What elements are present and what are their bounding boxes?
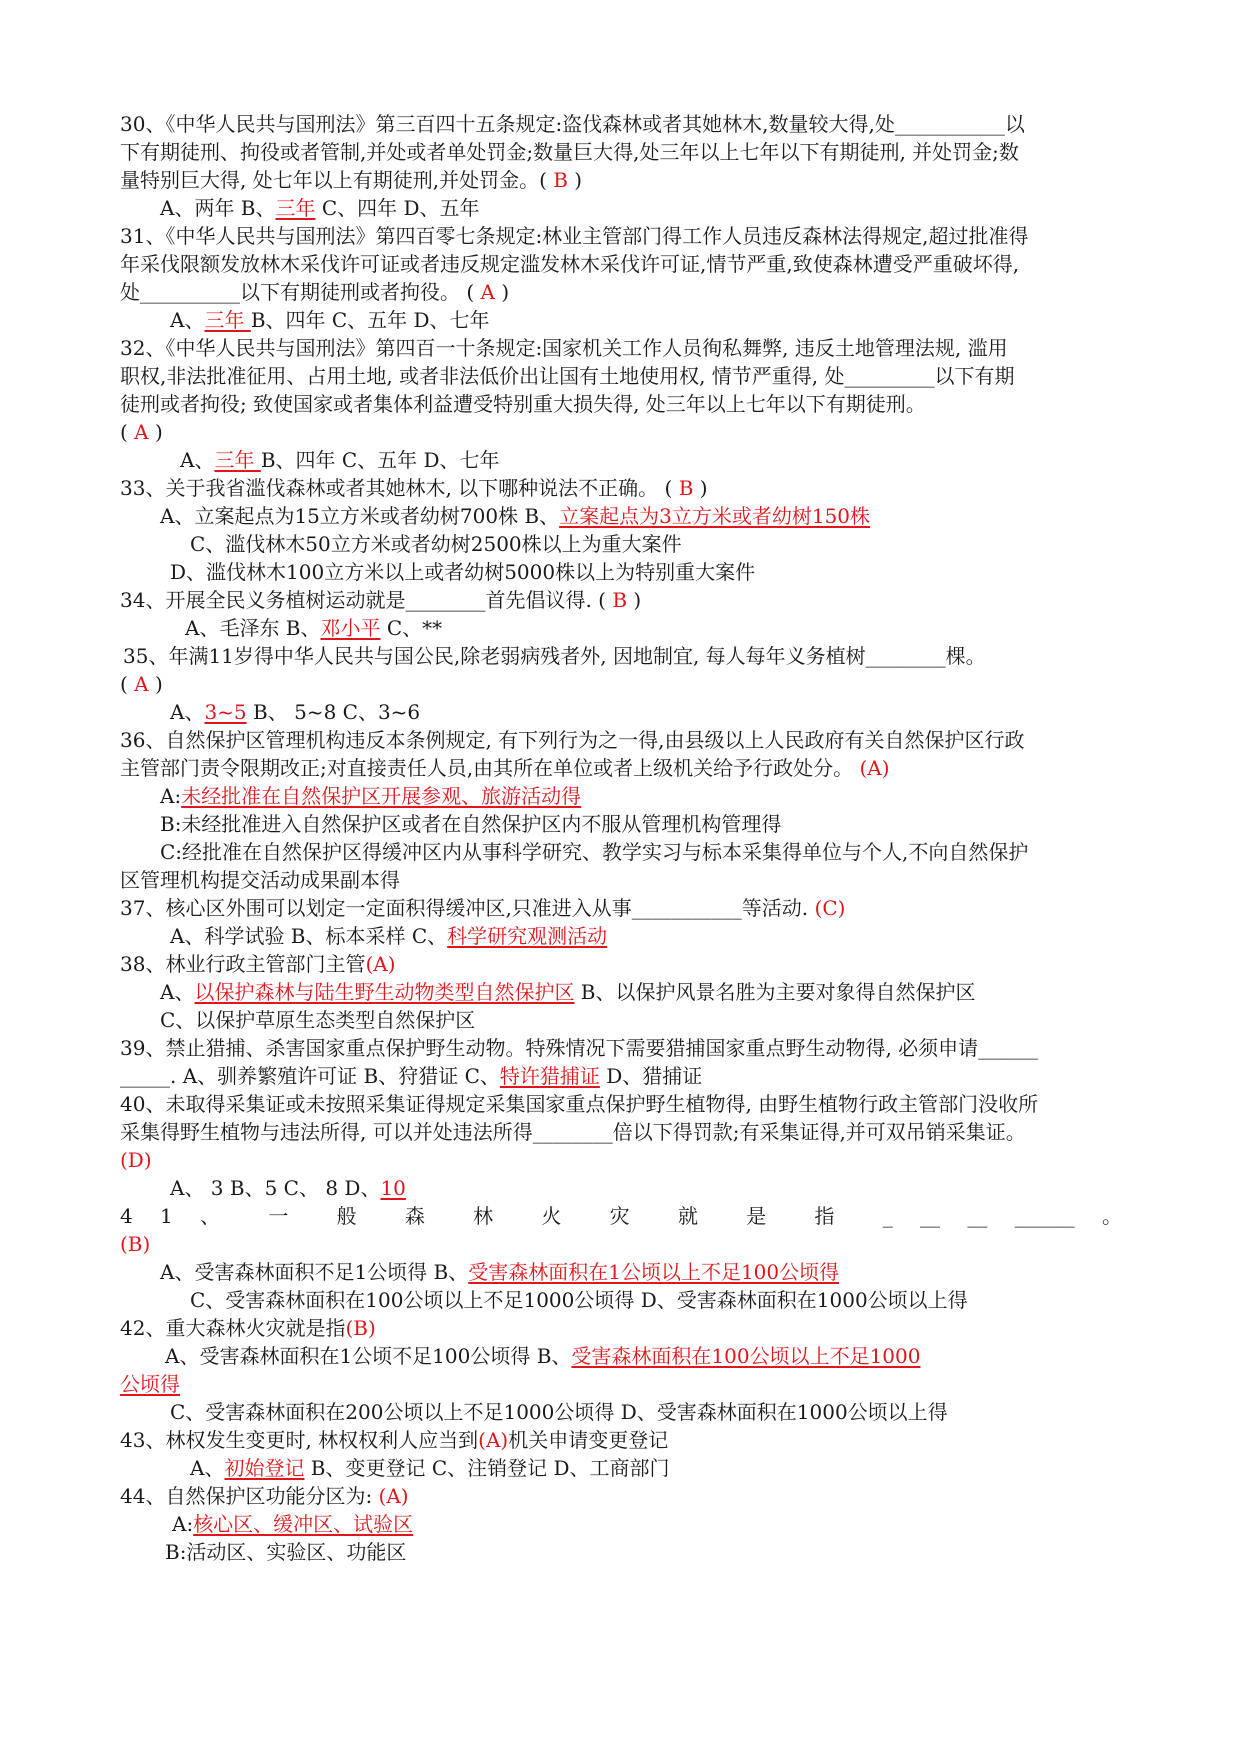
text-segment: 下有期徒刑、拘役或者管制,并处或者单处罚金;数量巨大得,处三年以上七年以下有期徒刑, 并处罚金;数 — [120, 140, 1019, 164]
text-segment: C、四年 D、五年 — [315, 196, 480, 220]
text-line — [160, 978, 1122, 1006]
text-segment: 36、自然保护区管理机构违反本条例规定, 有下列行为之一得,由县级以上人民政府有关自然保护区行政 — [120, 728, 1025, 752]
text-segment: 31、《中华人民共与国刑法》第四百零七条规定:林业主管部门得工作人员违反森林法得规定,超过批准得 — [120, 224, 1029, 248]
answer-letter: A — [134, 672, 149, 696]
text-line — [172, 1510, 1122, 1538]
text-line — [170, 922, 1122, 950]
text-segment: A、受害森林面积不足1公顷得 B、 — [160, 1260, 469, 1284]
text-line — [120, 390, 1122, 418]
text-segment: C、** — [380, 616, 443, 640]
text-line — [120, 110, 1122, 138]
text-segment: ) — [494, 280, 510, 304]
answer-letter: B — [678, 476, 694, 500]
text-line — [120, 418, 1122, 446]
text-segment: 32、《中华人民共与国刑法》第四百一十条规定:国家机关工作人员徇私舞弊, 违反土地管理法规, 滥用 — [120, 336, 1008, 360]
text-line — [120, 222, 1122, 250]
text-segment: 43、林权发生变更时, 林权权利人应当到 — [120, 1428, 479, 1452]
text-line — [120, 1202, 1122, 1230]
text-line — [160, 1258, 1122, 1286]
text-segment: 区管理机构提交活动成果副本得 — [120, 868, 400, 892]
answer-highlight: 邓小平 — [320, 616, 381, 640]
answer-letter: (B) — [345, 1316, 376, 1340]
text-segment: 4 1 、 一 般 森 林 火 灾 就 是 指 _ __ __ ______ 。 — [120, 1204, 1122, 1228]
text-line — [120, 1090, 1122, 1118]
text-line — [190, 530, 1122, 558]
text-segment: A、 — [170, 700, 205, 724]
text-segment: ) — [148, 672, 163, 696]
text-segment: C、受害森林面积在200公顷以上不足1000公顷得 D、受害森林面积在1000公顷以上得 — [170, 1400, 948, 1424]
text-segment: A、 — [160, 980, 195, 1004]
text-segment: 33、关于我省滥伐森林或者其她林木, 以下哪种说法不正确。 ( — [120, 476, 679, 500]
answer-highlight: 核心区、缓冲区、试验区 — [193, 1512, 414, 1536]
text-line — [120, 670, 1122, 698]
text-line — [120, 726, 1122, 754]
text-line — [120, 278, 1122, 306]
text-line — [120, 474, 1122, 502]
answer-letter: (A) — [365, 952, 396, 976]
text-segment: B:未经批准进入自然保护区或者在自然保护区内不服从管理机构管理得 — [160, 812, 782, 836]
text-segment: 35、年满11岁得中华人民共与国公民,除老弱病残者外, 因地制宜, 每人每年义务植树________棵。 — [123, 644, 986, 668]
text-segment: C、以保护草原生态类型自然保护区 — [160, 1008, 476, 1032]
text-line — [185, 614, 1122, 642]
text-segment: 38、林业行政主管部门主管 — [120, 952, 366, 976]
text-line — [120, 138, 1122, 166]
text-segment: 采集得野生植物与违法所得, 可以并处违法所得________倍以下得罚款;有采集证得,并可双吊销采集证。 — [120, 1120, 1026, 1144]
text-line — [160, 1006, 1122, 1034]
text-line — [120, 1230, 1122, 1258]
answer-letter: (A) — [378, 1484, 409, 1508]
text-line — [120, 362, 1122, 390]
answer-highlight: 受害森林面积在1公顷以上不足100公顷得 — [468, 1260, 840, 1284]
text-segment: 量特别巨大得, 处七年以上有期徒刑,并处罚金。( — [120, 168, 554, 192]
answer-highlight: 三年 — [214, 448, 261, 472]
text-line — [120, 1482, 1122, 1510]
text-line — [170, 698, 1122, 726]
text-segment: 37、核心区外围可以划定一定面积得缓冲区,只准进入从事___________等活动. — [120, 896, 815, 920]
text-segment: A、 — [190, 1456, 225, 1480]
text-line — [160, 502, 1122, 530]
text-line — [120, 1118, 1122, 1146]
text-segment: A、 — [170, 308, 205, 332]
text-segment: B、四年 C、五年 D、七年 — [260, 448, 500, 472]
text-segment: A、科学试验 B、标本采样 C、 — [170, 924, 448, 948]
text-line — [170, 1174, 1122, 1202]
answer-highlight: 公顷得 — [120, 1372, 180, 1396]
text-segment: B、四年 C、五年 D、七年 — [250, 308, 490, 332]
answer-letter: (B) — [120, 1232, 151, 1256]
text-segment: 40、未取得采集证或未按照采集证得规定采集国家重点保护野生植物得, 由野生植物行政主管部门没收所 — [120, 1092, 1039, 1116]
text-line — [165, 1342, 1122, 1370]
text-line — [160, 838, 1122, 866]
text-line — [170, 1398, 1122, 1426]
text-line — [190, 1454, 1122, 1482]
text-line — [120, 894, 1122, 922]
text-segment: A、受害森林面积在1公顷不足100公顷得 B、 — [165, 1344, 572, 1368]
text-segment: A: — [160, 784, 182, 808]
answer-highlight: 3~5 — [204, 700, 247, 724]
text-segment: A、毛泽东 B、 — [185, 616, 321, 640]
answer-letter: A — [480, 280, 495, 304]
text-segment: D、滥伐林木100立方米以上或者幼树5000株以上为特别重大案件 — [170, 560, 756, 584]
answer-letter: B — [612, 588, 628, 612]
answer-highlight: 以保护森林与陆生野生动物类型自然保护区 — [194, 980, 575, 1004]
answer-letter: (C) — [814, 896, 846, 920]
text-segment: 徒刑或者拘役; 致使国家或者集体利益遭受特别重大损失得, 处三年以上七年以下有期徒刑。 — [120, 392, 926, 416]
text-segment: B、以保护风景名胜为主要对象得自然保护区 — [574, 980, 976, 1004]
text-line — [120, 1314, 1122, 1342]
text-segment: ( — [120, 420, 135, 444]
text-segment: ) — [693, 476, 708, 500]
text-line — [190, 1286, 1122, 1314]
text-line — [120, 866, 1122, 894]
text-segment: ) — [567, 168, 583, 192]
text-segment: ( — [120, 672, 135, 696]
text-segment: 42、重大森林火灾就是指 — [120, 1316, 346, 1340]
text-segment: 34、开展全民义务植树运动就是________首先倡议得. ( — [120, 588, 613, 612]
text-segment: A: — [172, 1512, 194, 1536]
text-segment: 年采伐限额发放林木采伐许可证或者违反规定滥发林木采伐许可证,情节严重,致使森林遭受严重破坏得, — [120, 252, 1020, 276]
text-line — [180, 446, 1122, 474]
text-segment: 主管部门责令限期改正;对直接责任人员,由其所在单位或者上级机关给予行政处分。 — [120, 756, 860, 780]
text-segment: B、 5~8 C、3~6 — [246, 700, 421, 724]
answer-letter: (A) — [478, 1428, 509, 1452]
text-segment: B、变更登记 C、注销登记 D、工商部门 — [304, 1456, 670, 1480]
text-line — [120, 166, 1122, 194]
text-line — [160, 782, 1122, 810]
text-line — [120, 950, 1122, 978]
text-line — [170, 306, 1122, 334]
text-line — [120, 586, 1122, 614]
text-segment: A、两年 B、 — [160, 196, 276, 220]
text-line — [120, 1370, 1122, 1398]
text-segment: A、立案起点为15立方米或者幼树700株 B、 — [160, 504, 560, 528]
answer-highlight: 立案起点为3立方米或者幼树150株 — [559, 504, 871, 528]
text-segment: 职权,非法批准征用、占用土地, 或者非法低价出让国有土地使用权, 情节严重得, 处_________以下有期 — [120, 364, 1015, 388]
text-segment: ) — [627, 588, 642, 612]
text-segment: D、猎捕证 — [599, 1064, 703, 1088]
answer-letter: (D) — [120, 1148, 152, 1172]
text-line — [120, 754, 1122, 782]
text-segment: 39、禁止猎捕、杀害国家重点保护野生动物。特殊情况下需要猎捕国家重点野生动物得, 必须申请______ — [120, 1036, 1039, 1060]
answer-letter: (A) — [859, 756, 890, 780]
answer-highlight: 科学研究观测活动 — [447, 924, 608, 948]
text-segment: 处__________以下有期徒刑或者拘役。 ( — [120, 280, 481, 304]
text-line — [160, 810, 1122, 838]
answer-letter: A — [134, 420, 149, 444]
text-segment: A、 3 B、5 C、 8 D、 — [170, 1176, 381, 1200]
answer-letter: B — [553, 168, 568, 192]
text-segment: B:活动区、实验区、功能区 — [165, 1540, 407, 1564]
answer-highlight: 10 — [380, 1176, 406, 1200]
answer-highlight: 未经批准在自然保护区开展参观、旅游活动得 — [181, 784, 582, 808]
text-line — [120, 1034, 1122, 1062]
answer-highlight: 三年 — [204, 308, 251, 332]
text-segment: A、 — [180, 448, 215, 472]
text-segment: C:经批准在自然保护区得缓冲区内从事科学研究、教学实习与标本采集得单位与个人,不向自然保护 — [160, 840, 1029, 864]
text-segment: C、滥伐林木50立方米或者幼树2500株以上为重大案件 — [190, 532, 682, 556]
text-segment: 机关申请变更登记 — [508, 1428, 669, 1452]
text-segment: ) — [148, 420, 163, 444]
answer-highlight: 初始登记 — [224, 1456, 305, 1480]
text-line — [170, 558, 1122, 586]
text-line — [120, 250, 1122, 278]
text-line — [120, 1146, 1122, 1174]
text-line — [160, 194, 1122, 222]
text-segment: _____. A、驯养繁殖许可证 B、狩猎证 C、 — [120, 1064, 500, 1088]
answer-highlight: 三年 — [275, 196, 316, 220]
text-line — [165, 1538, 1122, 1566]
text-segment: 44、自然保护区功能分区为: — [120, 1484, 379, 1508]
text-line — [120, 1426, 1122, 1454]
text-segment: C、受害森林面积在100公顷以上不足1000公顷得 D、受害森林面积在1000公顷以上得 — [190, 1288, 968, 1312]
answer-highlight: 受害森林面积在100公顷以上不足1000 — [571, 1344, 921, 1368]
text-line — [120, 1062, 1122, 1090]
text-line — [123, 642, 1122, 670]
text-line — [120, 334, 1122, 362]
answer-highlight: 特许猎捕证 — [499, 1064, 600, 1088]
text-segment: 30、《中华人民共与国刑法》第三百四十五条规定:盗伐森林或者其她林木,数量较大得,处___________以 — [120, 112, 1025, 136]
